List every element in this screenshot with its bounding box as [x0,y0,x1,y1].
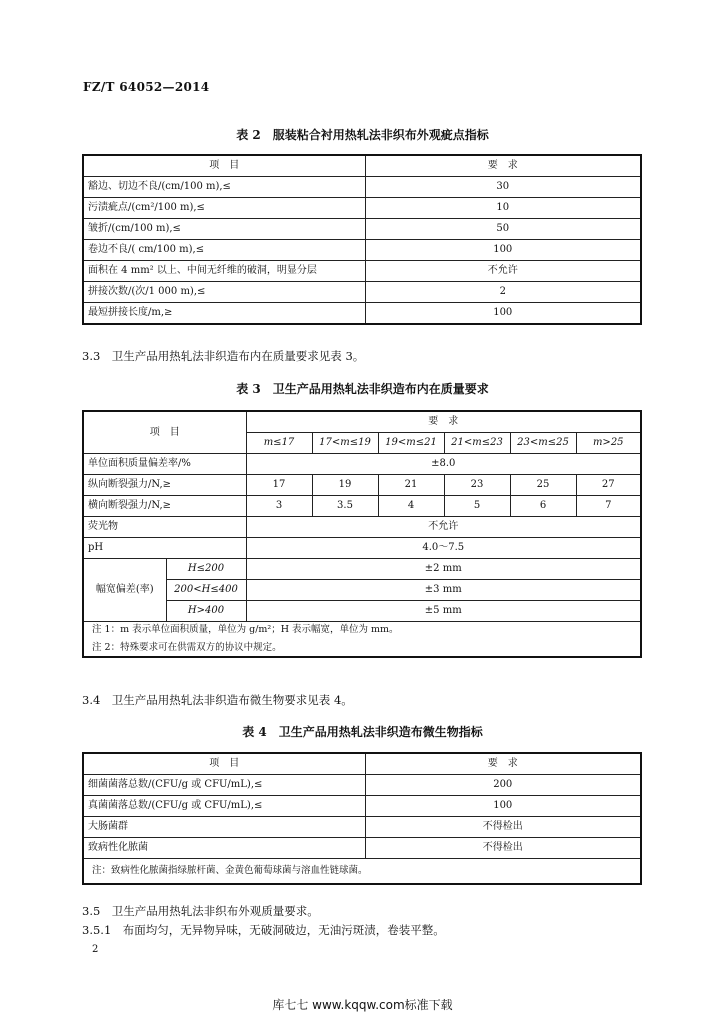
table4 [82,752,642,885]
table3-cond: H>400 [166,601,246,622]
table3-cell: 5 [444,496,510,517]
table3 [82,410,642,658]
table2-header-row [83,155,641,177]
table3-cell: ±3 mm [246,580,641,601]
table2-cell: 污渍疵点/(cm²/100 m),≤ [83,198,365,219]
table3-header-row [83,411,641,433]
section-3-4: 3.4 卫生产品用热轧法非织造布微生物要求见表 4。 [82,693,353,707]
table3-cell: 19 [312,475,378,496]
table3-cell: 不允许 [246,517,641,538]
table4-cell: 不得检出 [365,838,641,859]
table3-cell: 23 [444,475,510,496]
section-3-5-1: 3.5.1 布面均匀，无异物异味，无破洞破边，无油污斑渍，卷装平整。 [82,923,445,937]
table3-cell: 3 [246,496,312,517]
table3-label: 幅宽偏差(率) [83,559,166,622]
table-row [83,240,641,261]
table2-cell: 30 [365,177,641,198]
table3-notes [83,622,641,658]
table3-label: pH [83,538,246,559]
table4-head-item: 项 目 [83,753,365,775]
table2-cell: 50 [365,219,641,240]
table4-cell: 大肠菌群 [83,817,365,838]
table2-cell: 面积在 4 mm² 以上、中间无纤维的破洞，明显分层 [83,261,365,282]
table-row [83,475,641,496]
document-code: FZ/T 64052—2014 [83,80,210,94]
table3-cond: H≤200 [166,559,246,580]
table2-cell: 10 [365,198,641,219]
table3-subhead: m>25 [576,433,641,454]
table-row [83,454,641,475]
table3-title: 表 3 卫生产品用热轧法非织造布内在质量要求 [236,382,489,396]
table3-cell: 3.5 [312,496,378,517]
table4-cell: 不得检出 [365,817,641,838]
table4-cell: 致病性化脓菌 [83,838,365,859]
table-row [83,219,641,240]
table-row [83,601,641,622]
table4-title: 表 4 卫生产品用热轧法非织造布微生物指标 [242,725,483,739]
table2-cell: 100 [365,240,641,261]
table3-subhead: 19<m≤21 [378,433,444,454]
table4-head-req: 要 求 [365,753,641,775]
table-row [83,580,641,601]
table-row [83,775,641,796]
table2-cell: 最短拼接长度/m,≥ [83,303,365,325]
table2-cell: 2 [365,282,641,303]
page-number: 2 [92,944,99,955]
table2-title: 表 2 服装粘合衬用热轧法非织布外观疵点指标 [236,128,489,142]
table-row [83,261,641,282]
table2-cell: 皱折/(cm/100 m),≤ [83,219,365,240]
table3-subhead: m≤17 [246,433,312,454]
table3-cell: 6 [510,496,576,517]
table2-cell: 豁边、切边不良/(cm/100 m),≤ [83,177,365,198]
table3-note-2: 注 2：特殊要求可在供需双方的协议中规定。 [92,642,282,653]
table2-head-req: 要 求 [365,155,641,177]
table2-cell: 拼接次数/(次/1 000 m),≤ [83,282,365,303]
table2-cell: 卷边不良/( cm/100 m),≤ [83,240,365,261]
table3-cell: 25 [510,475,576,496]
table4-header-row [83,753,641,775]
table3-cell: 27 [576,475,641,496]
table3-subhead: 23<m≤25 [510,433,576,454]
table3-cell: 21 [378,475,444,496]
table4-cell: 细菌菌落总数/(CFU/g 或 CFU/mL),≤ [83,775,365,796]
table3-note-row [83,622,641,658]
table3-cell: 4.0～7.5 [246,538,641,559]
table3-cell: ±2 mm [246,559,641,580]
table-row [83,796,641,817]
table-row [83,538,641,559]
table-row [83,517,641,538]
table3-head-item: 项 目 [83,411,246,454]
table4-note: 注：致病性化脓菌指绿脓杆菌、金黄色葡萄球菌与溶血性链球菌。 [83,859,641,885]
table-row [83,838,641,859]
table2 [82,154,642,325]
table2-head-item: 项 目 [83,155,365,177]
table3-label: 纵向断裂强力/N,≥ [83,475,246,496]
table-row [83,198,641,219]
table3-cell: ±8.0 [246,454,641,475]
table3-subhead: 21<m≤23 [444,433,510,454]
table3-cond: 200<H≤400 [166,580,246,601]
table3-cell: ±5 mm [246,601,641,622]
table-row [83,303,641,325]
table2-cell: 不允许 [365,261,641,282]
table3-cell: 17 [246,475,312,496]
table3-cell: 7 [576,496,641,517]
table4-cell: 200 [365,775,641,796]
table3-label: 单位面积质量偏差率/% [83,454,246,475]
table-row [83,496,641,517]
table3-note-1: 注 1：m 表示单位面积质量，单位为 g/m²；H 表示幅宽，单位为 mm。 [92,624,399,635]
table-row [83,177,641,198]
table3-subhead: 17<m≤19 [312,433,378,454]
table4-cell: 真菌菌落总数/(CFU/g 或 CFU/mL),≤ [83,796,365,817]
section-3-5: 3.5 卫生产品用热轧法非织布外观质量要求。 [82,904,319,918]
table-row [83,282,641,303]
section-3-3: 3.3 卫生产品用热轧法非织造布内在质量要求见表 3。 [82,349,365,363]
footer-watermark: 库七七 www.kqqw.com标准下载 [272,998,453,1012]
table3-cell: 4 [378,496,444,517]
table3-head-req: 要 求 [246,411,641,433]
table2-cell: 100 [365,303,641,325]
table4-cell: 100 [365,796,641,817]
table-row [83,559,641,580]
table4-note-row [83,859,641,885]
table3-label: 横向断裂强力/N,≥ [83,496,246,517]
table-row [83,817,641,838]
table3-label: 荧光物 [83,517,246,538]
